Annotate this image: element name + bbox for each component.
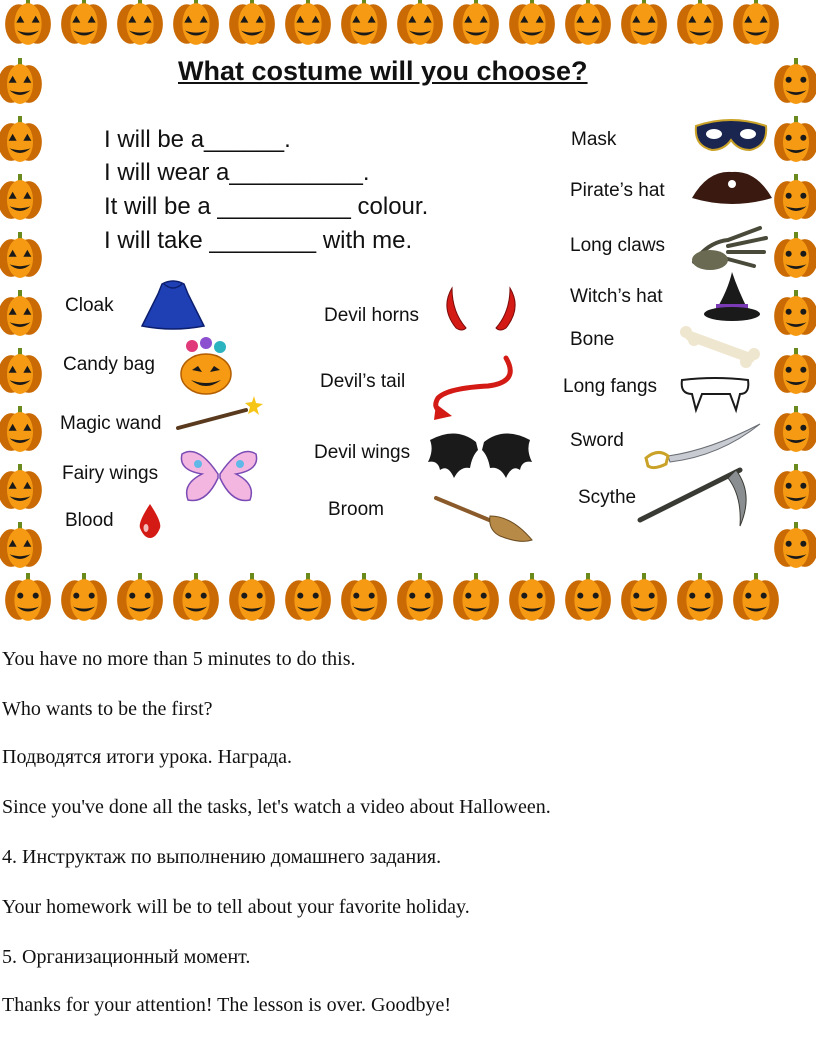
blood-drop-icon: [136, 502, 164, 540]
pumpkin-icon: [0, 116, 42, 162]
candy-bag-icon: [178, 336, 234, 396]
label-magic-wand: Magic wand: [60, 413, 162, 434]
pumpkin-icon: [173, 573, 219, 621]
label-broom: Broom: [328, 499, 384, 520]
devils-tail-icon: [428, 352, 520, 422]
devil-wings-icon: [426, 426, 534, 484]
pumpkin-icon: [0, 522, 42, 568]
sentence-3: It will be a __________ colour.: [104, 193, 429, 220]
pumpkin-icon: [565, 0, 611, 45]
bone-icon: [678, 326, 762, 368]
sentence-1: I will be a______.: [104, 126, 291, 153]
label-long-claws: Long claws: [570, 235, 666, 256]
sentence-2: I will wear a__________.: [104, 159, 370, 186]
pumpkin-icon: [285, 0, 331, 45]
pumpkin-icon: [0, 232, 42, 278]
pumpkin-icon: [774, 232, 816, 278]
pumpkin-icon: [0, 348, 42, 394]
pumpkin-icon: [774, 116, 816, 162]
label-candy-bag: Candy bag: [63, 354, 155, 375]
paragraph-6: Your homework will be to tell about your favorite holiday.: [2, 896, 470, 918]
cloak-icon: [140, 278, 206, 330]
pumpkin-icon: [397, 573, 443, 621]
pumpkin-icon: [565, 573, 611, 621]
label-devils-tail: Devil’s tail: [320, 371, 406, 392]
pumpkin-icon: [774, 406, 816, 452]
paragraph-8: Thanks for your attention! The lesson is over. Goodbye!: [2, 994, 451, 1016]
pumpkin-icon: [229, 0, 275, 45]
witchs-hat-icon: [702, 270, 764, 326]
long-fangs-icon: [676, 374, 754, 414]
label-fairy-wings: Fairy wings: [62, 463, 159, 484]
pumpkin-icon: [774, 58, 816, 104]
devil-horns-icon: [440, 286, 522, 338]
label-scythe: Scythe: [578, 487, 637, 508]
pumpkin-icon: [774, 174, 816, 220]
pumpkin-icon: [5, 0, 51, 45]
label-witchs-hat: Witch’s hat: [570, 286, 663, 307]
broom-icon: [434, 494, 534, 546]
pumpkin-icon: [0, 174, 42, 220]
paragraph-3: Подводятся итоги урока. Награда.: [2, 746, 293, 768]
paragraph-7: 5. Организационный момент.: [2, 946, 251, 968]
label-sword: Sword: [570, 430, 624, 451]
pumpkin-icon: [453, 0, 499, 45]
label-pirates-hat: Pirate’s hat: [570, 180, 665, 201]
paragraph-5: 4. Инструктаж по выполнению домашнего задания.: [2, 846, 442, 868]
long-claws-icon: [688, 222, 770, 272]
label-bone: Bone: [570, 329, 615, 350]
pumpkin-icon: [229, 573, 275, 621]
pumpkin-icon: [774, 348, 816, 394]
pumpkin-icon: [341, 573, 387, 621]
pumpkin-icon: [774, 522, 816, 568]
pumpkin-icon: [509, 573, 555, 621]
label-devil-horns: Devil horns: [324, 305, 420, 326]
pumpkin-icon: [5, 573, 51, 621]
pumpkin-icon: [341, 0, 387, 45]
sentence-4: I will take ________ with me.: [104, 227, 413, 254]
pumpkin-icon: [774, 290, 816, 336]
pumpkin-icon: [733, 573, 779, 621]
paragraph-4: Since you've done all the tasks, let's watch a video about Halloween.: [2, 796, 551, 818]
pumpkin-icon: [285, 573, 331, 621]
fairy-wings-icon: [178, 444, 260, 506]
pumpkin-icon: [117, 573, 163, 621]
pumpkin-icon: [173, 0, 219, 45]
pumpkin-icon: [0, 406, 42, 452]
label-blood: Blood: [65, 510, 114, 531]
pumpkin-icon: [61, 573, 107, 621]
pumpkin-icon: [117, 0, 163, 45]
label-devil-wings: Devil wings: [314, 442, 411, 463]
pumpkin-icon: [621, 0, 667, 45]
pumpkin-icon: [621, 573, 667, 621]
pumpkin-icon: [774, 464, 816, 510]
pumpkin-icon: [677, 573, 723, 621]
mask-icon: [692, 116, 770, 156]
pumpkin-icon: [677, 0, 723, 45]
paragraph-2: Who wants to be the first?: [2, 698, 213, 720]
worksheet-title: What costume will you choose?: [178, 56, 588, 86]
pumpkin-icon: [0, 464, 42, 510]
scythe-icon: [636, 464, 754, 528]
pumpkin-icon: [509, 0, 555, 45]
label-cloak: Cloak: [65, 295, 114, 316]
pumpkin-icon: [453, 573, 499, 621]
label-long-fangs: Long fangs: [563, 376, 658, 397]
pumpkin-icon: [397, 0, 443, 45]
pumpkin-icon: [61, 0, 107, 45]
pirates-hat-icon: [688, 168, 776, 210]
magic-wand-icon: [176, 392, 266, 432]
pumpkin-icon: [0, 290, 42, 336]
pumpkin-icon: [0, 58, 42, 104]
paragraph-1: You have no more than 5 minutes to do this.: [2, 648, 356, 670]
pumpkin-icon: [733, 0, 779, 45]
label-mask: Mask: [571, 129, 617, 150]
